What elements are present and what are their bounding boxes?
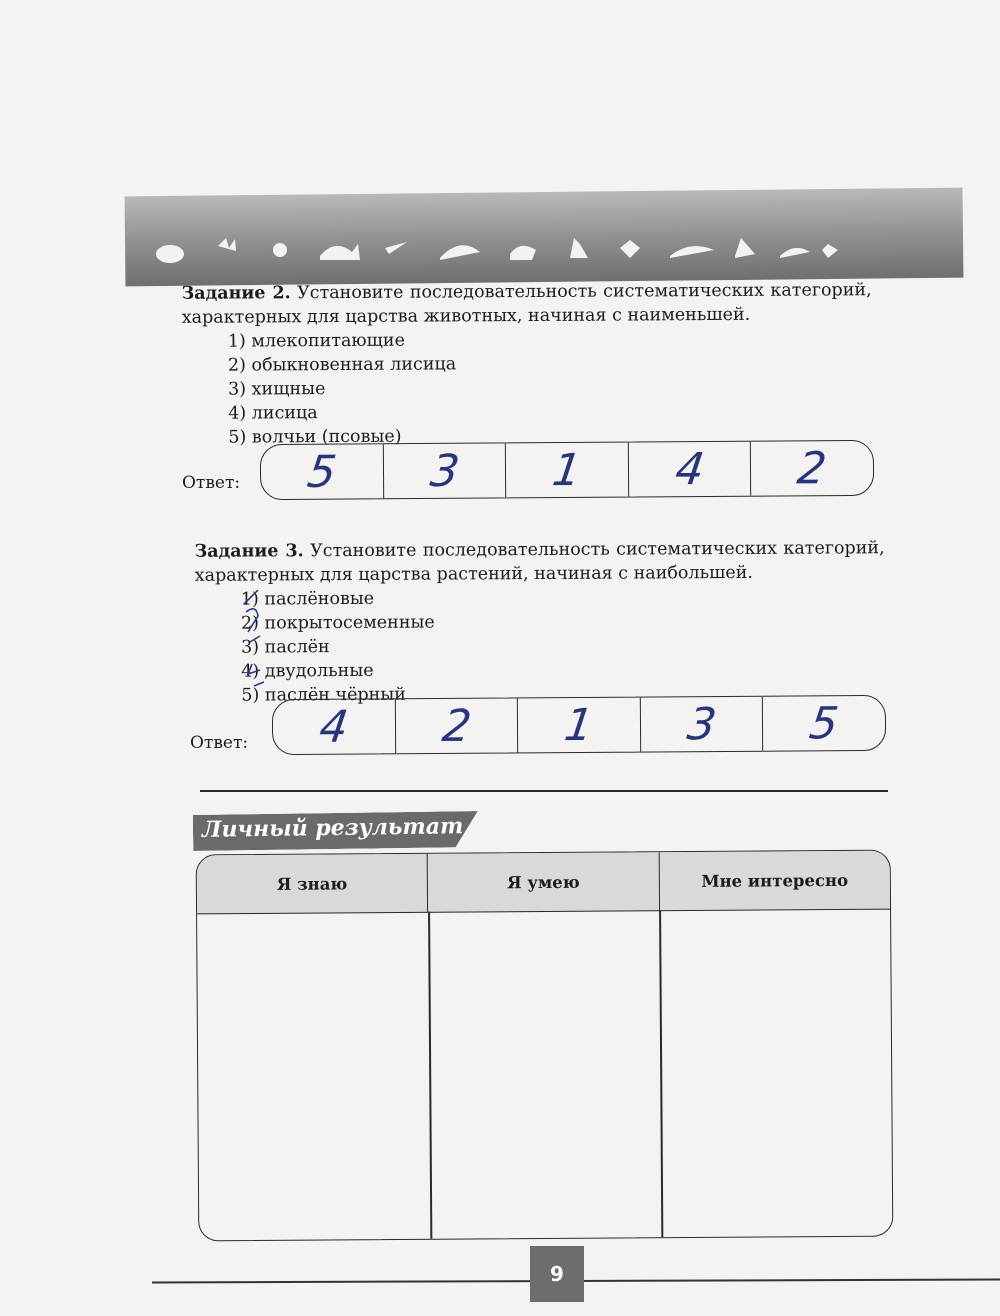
- table-header: [197, 851, 890, 915]
- task-3-answer-label: Ответ:: [190, 733, 249, 753]
- handwritten-digit: 2: [794, 443, 830, 495]
- task-3-answer-cell[interactable]: [517, 698, 640, 753]
- page-number: 9: [530, 1246, 584, 1302]
- task-3-answer-cell[interactable]: [640, 697, 763, 752]
- task-2-answer-box[interactable]: [260, 440, 874, 500]
- task-2-option: 1) млекопитающие: [227, 330, 405, 352]
- task-2-option: 4) лисица: [228, 403, 318, 424]
- handwritten-digit: 5: [304, 446, 340, 498]
- column-header: Я умею: [427, 852, 659, 912]
- task-2-option: 2) обыкновенная лисица: [227, 354, 457, 376]
- task-2-answer-cell[interactable]: [261, 444, 383, 499]
- task-2-answer-cell[interactable]: [750, 441, 873, 496]
- task-2-answer-cell[interactable]: [382, 443, 505, 498]
- task-2-options: [182, 326, 873, 450]
- task-2-answer-cell[interactable]: [628, 442, 751, 497]
- handwritten-digit: 3: [426, 445, 462, 497]
- handwritten-digit: 4: [672, 444, 707, 496]
- task-2-text: Установите последовательность систематических категорий, характерных для царства животных, начиная с наименьшей.: [181, 280, 872, 328]
- task-3-title: Задание 3.: [194, 541, 304, 562]
- task-2-title: Задание 2.: [181, 283, 291, 304]
- task-2-option: 3) хищные: [228, 379, 326, 400]
- task-3-answer-cell[interactable]: [394, 698, 517, 753]
- task-3-option: 5) паслён чёрный: [241, 684, 406, 706]
- task-2: [182, 278, 873, 450]
- task-3-option: 2) покрытосеменные: [240, 612, 435, 634]
- column-header: Я знаю: [276, 873, 348, 894]
- task-3-answer-cell[interactable]: [762, 696, 885, 751]
- handwritten-marks-icon: [236, 590, 276, 700]
- task-3-option: 4) двудольные: [241, 660, 374, 682]
- task-2-answer-label: Ответ:: [182, 473, 241, 493]
- i-know-cell[interactable]: [197, 912, 429, 1241]
- handwritten-digit: 1: [549, 444, 585, 497]
- personal-result-table: [196, 850, 894, 1242]
- handwritten-digit: 1: [561, 699, 597, 752]
- section-divider: [200, 790, 888, 792]
- task-3-options: [195, 584, 886, 708]
- task-3: [195, 536, 886, 708]
- handwritten-digit: 2: [438, 700, 474, 752]
- task-3-answer-box[interactable]: [272, 695, 886, 755]
- column-header: Мне интересно: [658, 851, 890, 911]
- handwritten-digit: 4: [316, 701, 352, 753]
- task-3-option: 1) паслёновые: [240, 588, 375, 610]
- i-can-cell[interactable]: [430, 910, 660, 1239]
- task-3-text: Установите последовательность систематических категорий, характерных для царства растений, начиная с наибольшей.: [194, 538, 885, 586]
- task-2-option: 5) волчьи (псовые): [228, 426, 402, 448]
- animal-silhouettes-icon: [150, 226, 850, 272]
- section-title: Личный результат: [201, 813, 464, 843]
- task-2-answer-cell[interactable]: [505, 443, 628, 498]
- task-3-option: 3) паслён: [241, 637, 330, 658]
- handwritten-digit: 3: [684, 699, 719, 751]
- task-3-answer-cell[interactable]: [273, 699, 395, 754]
- task-3-statement: [195, 536, 885, 588]
- interesting-cell[interactable]: [661, 909, 892, 1238]
- handwritten-digit: 5: [806, 698, 842, 750]
- task-2-statement: [182, 278, 872, 330]
